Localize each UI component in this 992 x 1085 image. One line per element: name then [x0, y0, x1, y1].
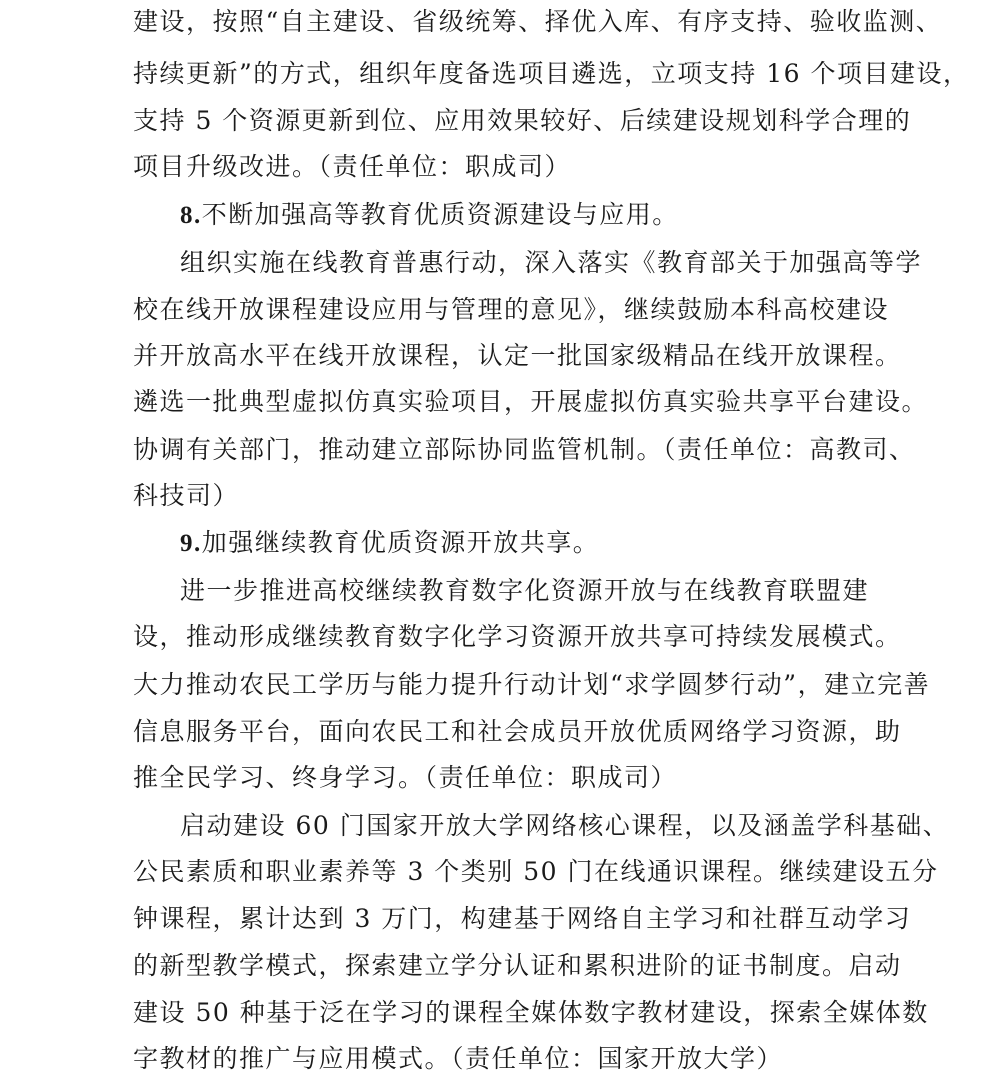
paragraph-line: 遴选一批典型虚拟仿真实验项目，开展虚拟仿真实验共享平台建设。	[133, 387, 929, 416]
paragraph-line: 建设 50 种基于泛在学习的课程全媒体数字教材建设，探索全媒体数	[133, 998, 929, 1027]
paragraph-line: 字教材的推广与应用模式。（责任单位：国家开放大学）	[133, 1044, 784, 1073]
paragraph-line: 支持 5 个资源更新到位、应用效果较好、后续建设规划科学合理的	[133, 106, 912, 135]
paragraph-line: 推全民学习、终身学习。（责任单位：职成司）	[133, 763, 678, 792]
paragraph-line: 启动建设 60 门国家开放大学网络核心课程，以及涵盖学科基础、	[180, 811, 950, 840]
paragraph-line: 设，推动形成继续教育数字化学习资源开放共享可持续发展模式。	[133, 622, 902, 651]
section-number: 9.	[180, 530, 202, 557]
paragraph-line: 信息服务平台，面向农民工和社会成员开放优质网络学习资源，助	[133, 717, 902, 746]
paragraph-line: 科技司）	[133, 481, 240, 510]
paragraph-line: 建设，按照“自主建设、省级统筹、择优入库、有序支持、验收监测、	[133, 7, 943, 36]
paragraph-line: 组织实施在线教育普惠行动，深入落实《教育部关于加强高等学	[180, 248, 923, 277]
paragraph-line: 进一步推进高校继续教育数字化资源开放与在线教育联盟建	[180, 576, 870, 605]
section-title: 加强继续教育优质资源开放共享。	[201, 528, 600, 557]
section-heading-8	[180, 195, 868, 235]
paragraph-line: 公民素质和职业素养等 3 个类别 50 门在线通识课程。继续建设五分	[133, 857, 939, 886]
paragraph-line: 项目升级改进。（责任单位：职成司）	[133, 152, 572, 181]
paragraph-line: 大力推动农民工学历与能力提升行动计划“求学圆梦行动”，建立完善	[133, 670, 931, 699]
paragraph-line: 协调有关部门，推动建立部际协同监管机制。（责任单位：高教司、	[133, 435, 916, 464]
section-number: 8.	[180, 202, 202, 229]
section-heading-9	[180, 523, 868, 563]
paragraph-line: 钟课程，累计达到 3 万门，构建基于网络自主学习和社群互动学习	[133, 904, 912, 933]
paragraph-line: 的新型教学模式，探索建立学分认证和累积进阶的证书制度。启动	[133, 951, 902, 980]
paragraph-line: 并开放高水平在线开放课程，认定一批国家级精品在线开放课程。	[133, 341, 902, 370]
section-title: 不断加强高等教育优质资源建设与应用。	[201, 200, 679, 229]
paragraph-line: 持续更新”的方式，组织年度备选项目遴选，立项支持 16 个项目建设，	[133, 59, 970, 88]
paragraph-line: 校在线开放课程建设应用与管理的意见》，继续鼓励本科高校建设	[133, 295, 890, 324]
